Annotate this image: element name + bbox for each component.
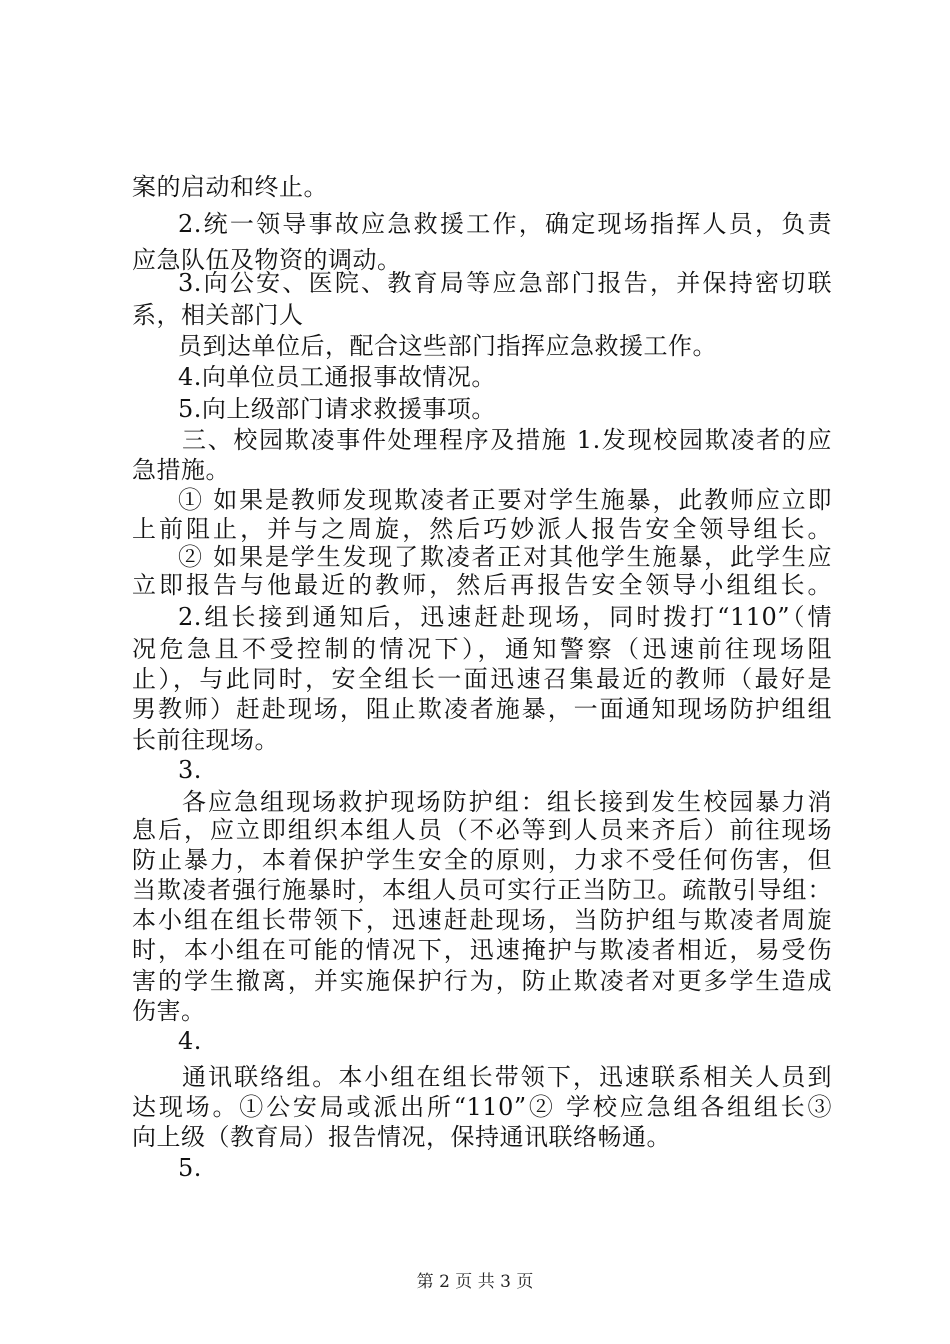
text-line: 员到达单位后，配合这些部门指挥应急救援工作。 (178, 332, 717, 360)
text-line: 急措施。 (132, 456, 230, 484)
text-line: 5. (178, 1154, 202, 1182)
text-line: 案的启动和终止。 (132, 173, 328, 201)
text-line: 况危急且不受控制的情况下），通知警察（迅速前往现场阻 (132, 635, 832, 663)
text-line: ① 如果是教师发现欺凌者正要对学生施暴，此教师应立即 (178, 486, 832, 514)
text-line: 男教师）赶赴现场，阻止欺凌者施暴，一面通知现场防护组组 (132, 695, 832, 723)
text-line: 各应急组现场救护现场防护组：组长接到发生校园暴力消 (182, 788, 832, 816)
text-line: ② 如果是学生发现了欺凌者正对其他学生施暴，此学生应 (178, 543, 832, 571)
text-line: 2.组长接到通知后，迅速赶赴现场，同时拨打“110”（情 (178, 603, 832, 631)
page-footer: 第 2 页 共 3 页 (416, 1272, 534, 1292)
text-line: 2.统一领导事故应急救援工作，确定现场指挥人员，负责 (178, 210, 832, 238)
text-line: 向上级（教育局）报告情况，保持通讯联络畅通。 (132, 1123, 671, 1151)
text-line: 时，本小组在可能的情况下，迅速掩护与欺凌者相近，易受伤 (132, 936, 832, 964)
text-line: 3. (178, 756, 202, 784)
text-line: 伤害。 (132, 997, 206, 1025)
text-line: 息后，应立即组织本组人员（不必等到人员来齐后）前往现场 (132, 816, 832, 844)
text-line: 害的学生撤离，并实施保护行为，防止欺凌者对更多学生造成 (132, 967, 832, 995)
text-line: 3.向公安、医院、教育局等应急部门报告，并保持密切联 (178, 269, 832, 297)
text-line: 当欺凌者强行施暴时，本组人员可实行正当防卫。疏散引导组： (132, 876, 832, 904)
text-line: 上前阻止，并与之周旋，然后巧妙派人报告安全领导组长。 (132, 515, 832, 543)
text-line: 4.向单位员工通报事故情况。 (178, 363, 496, 391)
text-line: 5.向上级部门请求救援事项。 (178, 395, 496, 423)
text-line: 止），与此同时，安全组长一面迅速召集最近的教师（最好是 (132, 665, 832, 693)
text-line: 立即报告与他最近的教师，然后再报告安全领导小组组长。 (132, 571, 832, 599)
text-line: 系，相关部门人 (132, 301, 304, 329)
text-line: 本小组在组长带领下，迅速赶赴现场，当防护组与欺凌者周旋 (132, 906, 832, 934)
text-line: 防止暴力，本着保护学生安全的原则，力求不受任何伤害，但 (132, 846, 832, 874)
text-line: 达现场。①公安局或派出所“110”② 学校应急组各组组长③ (132, 1093, 832, 1121)
text-line: 4. (178, 1027, 202, 1055)
text-line: 应急队伍及物资的调动。 (132, 246, 402, 274)
text-line: 通讯联络组。本小组在组长带领下，迅速联系相关人员到 (182, 1063, 832, 1091)
text-line: 长前往现场。 (132, 726, 279, 754)
text-line: 三、校园欺凌事件处理程序及措施 1.发现校园欺凌者的应 (182, 426, 832, 454)
